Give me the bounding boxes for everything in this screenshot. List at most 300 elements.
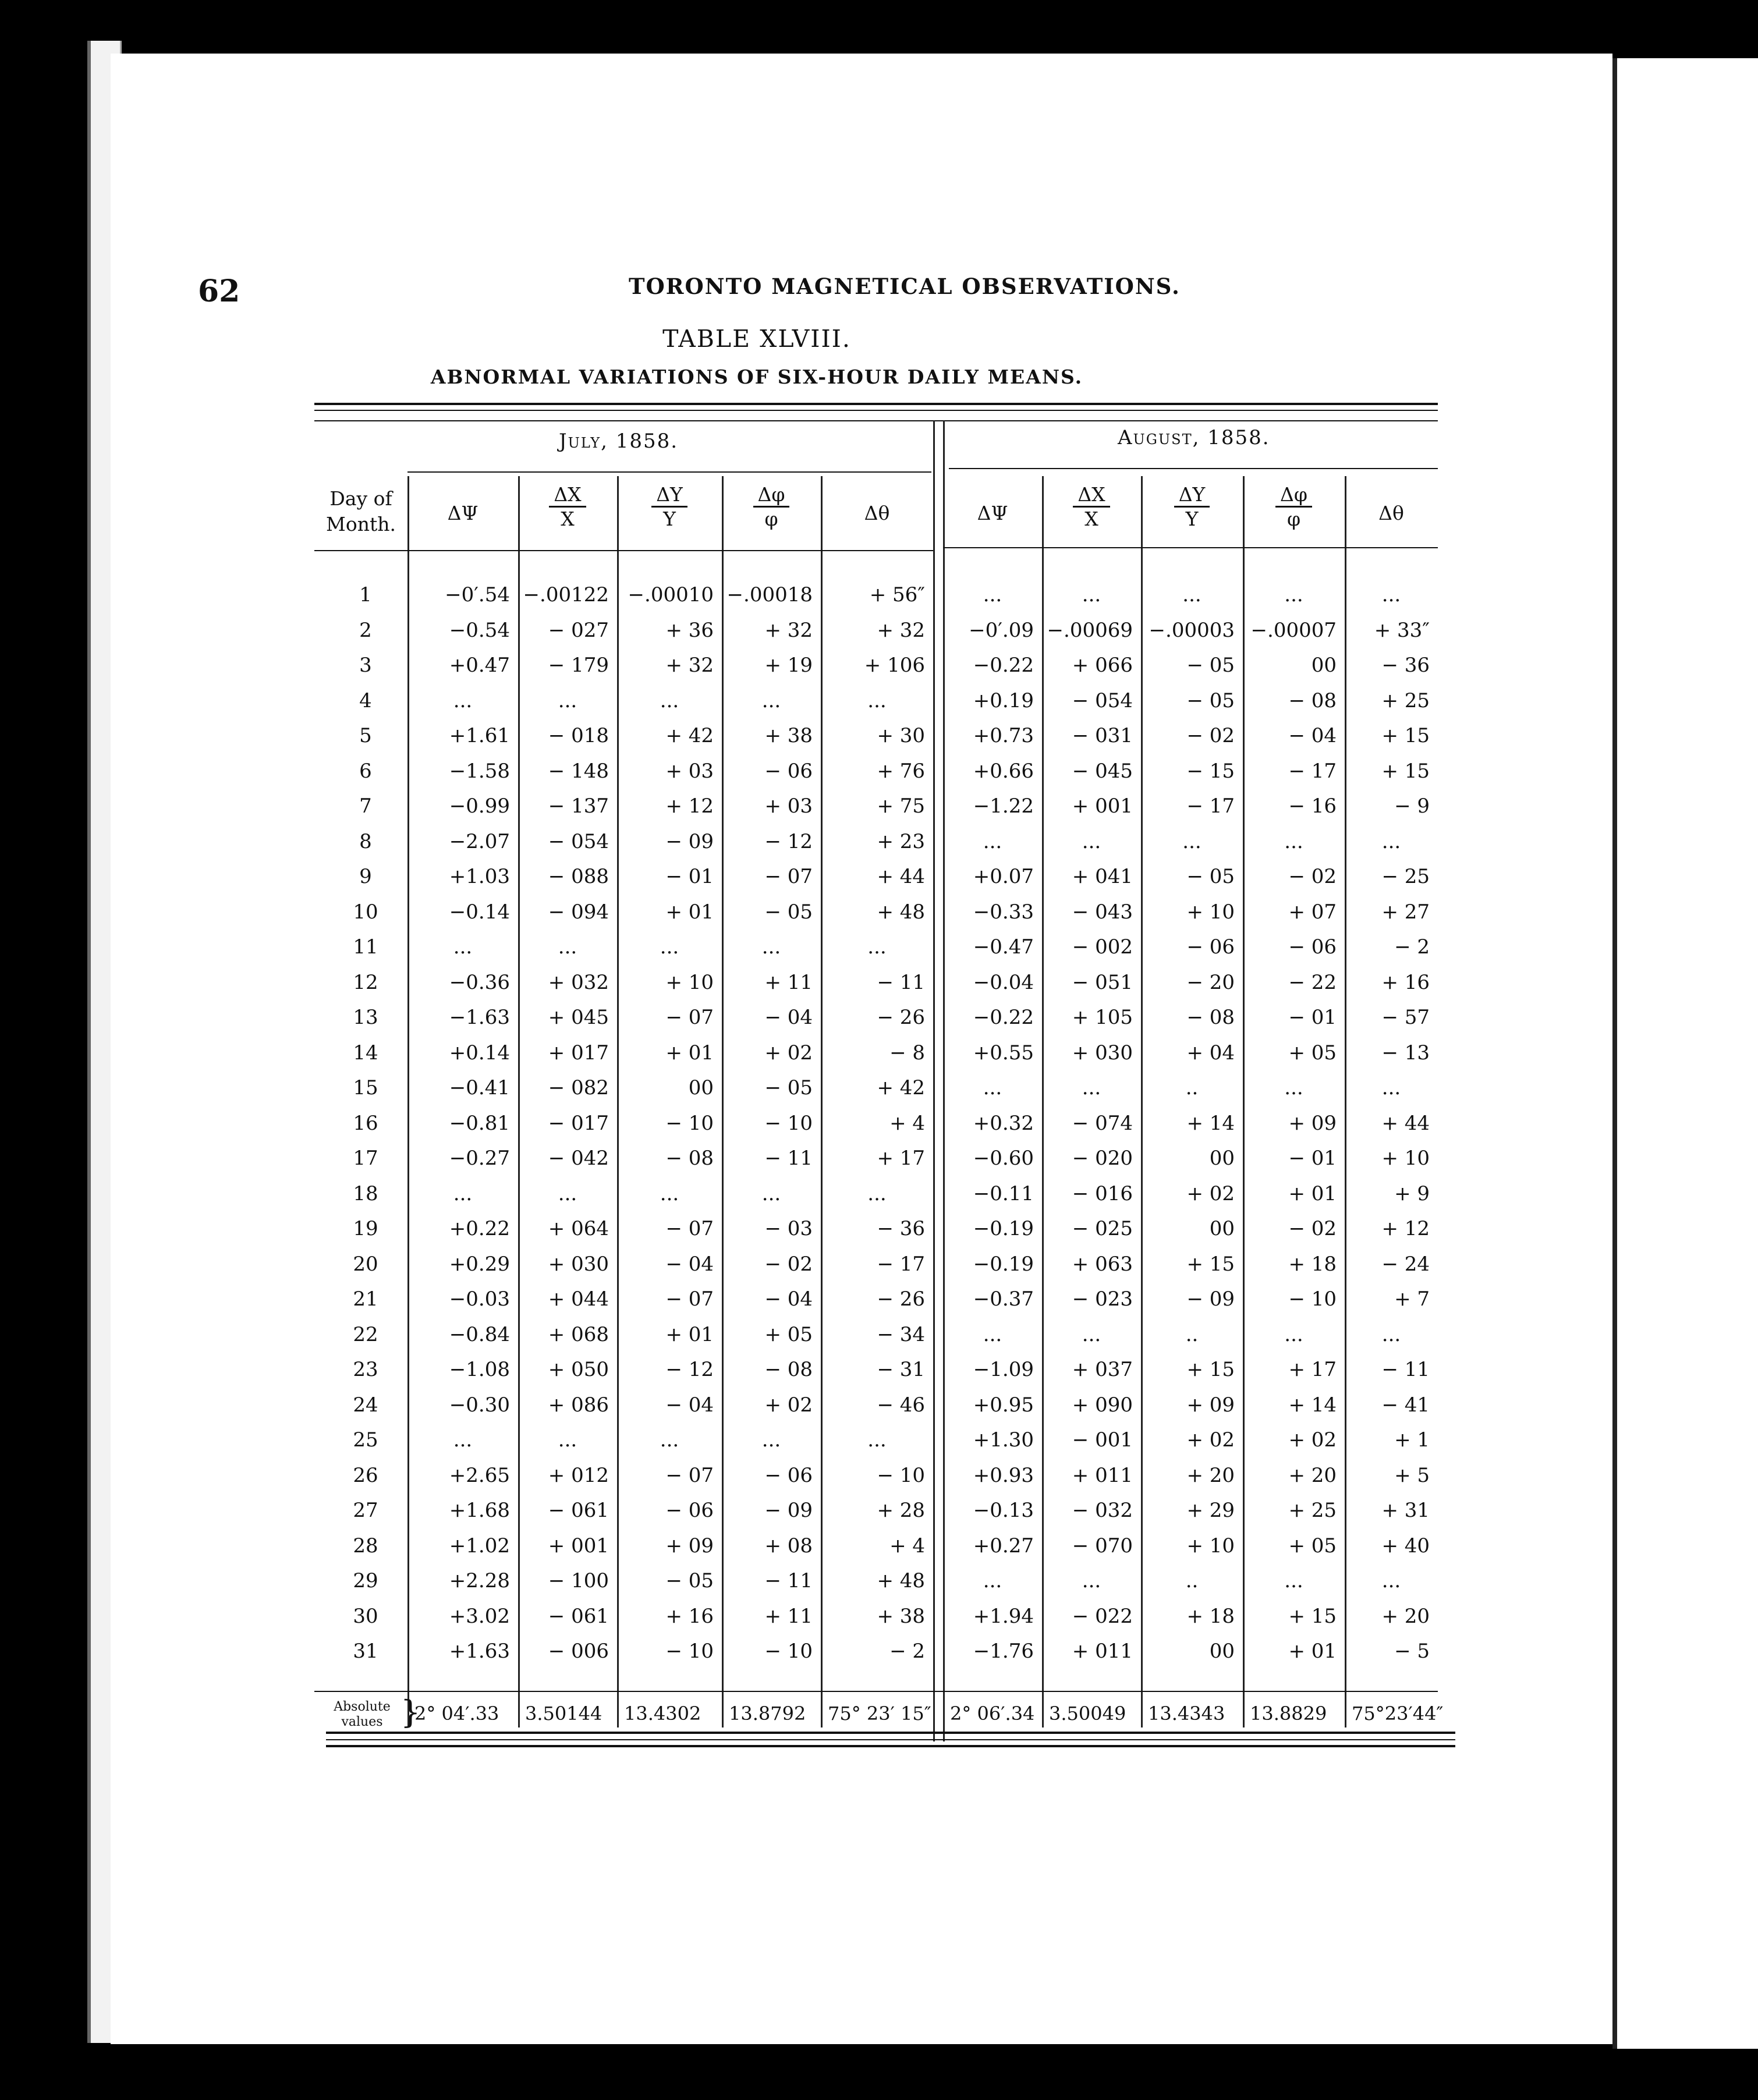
final-rule-3 <box>326 1745 1455 1747</box>
july-cell-r21-c2: + 044 <box>548 1287 609 1311</box>
july-cell-r16-c3: − 10 <box>665 1112 714 1135</box>
july-cell-r26-c5: − 10 <box>877 1464 925 1487</box>
august-cell-r4-c2: − 054 <box>1072 689 1133 712</box>
july-cell-r8-c5: + 23 <box>877 830 925 853</box>
august-cell-r13-c2: + 105 <box>1072 1006 1133 1029</box>
july-cell-r25-c2: ... <box>558 1428 577 1452</box>
july-cell-r29-c1: +2.28 <box>449 1569 510 1592</box>
august-cell-r8-c3: ... <box>1182 830 1201 853</box>
august-cell-r3-c1: −0.22 <box>973 654 1034 677</box>
july-cell-r20-c4: − 02 <box>764 1253 813 1276</box>
july-cell-r4-c4: ... <box>761 689 781 712</box>
july-header-dphi <box>722 483 821 530</box>
august-cell-r24-c4: + 14 <box>1288 1393 1337 1417</box>
august-cell-r3-c2: + 066 <box>1072 654 1133 677</box>
july-cell-r13-c3: − 07 <box>665 1006 714 1029</box>
august-cell-r30-c3: + 18 <box>1186 1605 1235 1628</box>
august-cell-r10-c2: − 043 <box>1072 900 1133 924</box>
day-number: 7 <box>359 794 372 818</box>
august-cell-r25-c3: + 02 <box>1186 1428 1235 1452</box>
july-cell-r18-c4: ... <box>761 1182 781 1205</box>
july-absolute-1: 2° 04′.33 <box>414 1702 499 1725</box>
july-cell-r27-c2: − 061 <box>548 1499 609 1522</box>
august-cell-r18-c1: −0.11 <box>973 1182 1034 1205</box>
july-cell-r24-c4: + 02 <box>764 1393 813 1417</box>
august-cell-r15-c5: ... <box>1381 1076 1401 1099</box>
july-cell-r2-c4: + 32 <box>764 619 813 642</box>
august-cell-r31-c2: + 011 <box>1072 1640 1133 1663</box>
august-cell-r8-c4: ... <box>1284 830 1303 853</box>
july-cell-r11-c4: ... <box>761 935 781 959</box>
august-cell-r20-c1: −0.19 <box>973 1253 1034 1276</box>
july-absolute-3: 13.4302 <box>624 1702 701 1725</box>
august-cell-r18-c3: + 02 <box>1186 1182 1235 1205</box>
august-cell-r1-c3: ... <box>1182 583 1201 606</box>
july-cell-r31-c1: +1.63 <box>449 1640 510 1663</box>
july-cell-r30-c3: + 16 <box>665 1605 714 1628</box>
day-number: 3 <box>359 654 372 677</box>
july-cell-r2-c5: + 32 <box>877 619 925 642</box>
july-cell-r16-c5: + 4 <box>889 1112 925 1135</box>
july-cell-r31-c3: − 10 <box>665 1640 714 1663</box>
july-cell-r27-c4: − 09 <box>764 1499 813 1522</box>
august-cell-r31-c5: − 5 <box>1394 1640 1430 1663</box>
july-cell-r2-c1: −0.54 <box>449 619 510 642</box>
july-cell-r20-c3: − 04 <box>665 1253 714 1276</box>
august-cell-r7-c2: + 001 <box>1072 794 1133 818</box>
july-cell-r7-c1: −0.99 <box>449 794 510 818</box>
final-rule-1 <box>326 1732 1455 1734</box>
july-cell-r19-c5: − 36 <box>877 1217 925 1240</box>
july-cell-r30-c2: − 061 <box>548 1605 609 1628</box>
august-cell-r26-c1: +0.93 <box>973 1464 1034 1487</box>
day-number: 4 <box>359 689 372 712</box>
brace: } <box>400 1694 421 1730</box>
august-cell-r6-c1: +0.66 <box>973 760 1034 783</box>
july-cell-r7-c2: − 137 <box>548 794 609 818</box>
august-cell-r20-c4: + 18 <box>1288 1253 1337 1276</box>
day-number: 1 <box>359 583 372 606</box>
month-july: July, 1858. <box>559 430 679 453</box>
fraction-numerator: Δφ <box>1275 483 1312 508</box>
july-cell-r4-c2: ... <box>558 689 577 712</box>
header-rule-august <box>943 547 1438 548</box>
july-absolute-5: 75° 23′ 15″ <box>828 1702 931 1725</box>
august-cell-r24-c1: +0.95 <box>973 1393 1034 1417</box>
july-cell-r5-c5: + 30 <box>877 724 925 747</box>
july-cell-r1-c5: + 56″ <box>869 583 925 606</box>
august-absolute-2: 3.50049 <box>1049 1702 1126 1725</box>
august-cell-r28-c2: − 070 <box>1072 1534 1133 1558</box>
final-rule-2 <box>326 1739 1455 1740</box>
july-cell-r7-c3: + 12 <box>665 794 714 818</box>
august-cell-r21-c3: − 09 <box>1186 1287 1235 1311</box>
july-cell-r26-c3: − 07 <box>665 1464 714 1487</box>
august-cell-r3-c3: − 05 <box>1186 654 1235 677</box>
august-absolute-1: 2° 06′.34 <box>950 1702 1035 1725</box>
august-cell-r25-c1: +1.30 <box>973 1428 1034 1452</box>
august-cell-r14-c4: + 05 <box>1288 1041 1337 1065</box>
july-cell-r22-c5: − 34 <box>877 1323 925 1346</box>
july-cell-r9-c4: − 07 <box>764 865 813 888</box>
august-cell-r18-c2: − 016 <box>1072 1182 1133 1205</box>
day-number: 27 <box>353 1499 378 1522</box>
facing-page-edge <box>1612 58 1758 2049</box>
july-cell-r22-c2: + 068 <box>548 1323 609 1346</box>
august-cell-r9-c1: +0.07 <box>973 865 1034 888</box>
august-cell-r29-c2: ... <box>1082 1569 1101 1592</box>
july-cell-r3-c1: +0.47 <box>449 654 510 677</box>
august-cell-r14-c5: − 13 <box>1381 1041 1430 1065</box>
august-cell-r10-c1: −0.33 <box>973 900 1034 924</box>
august-cell-r2-c2: −.00069 <box>1047 619 1133 642</box>
july-cell-r20-c1: +0.29 <box>449 1253 510 1276</box>
august-cell-r8-c5: ... <box>1381 830 1401 853</box>
august-cell-r19-c3: 00 <box>1209 1217 1235 1240</box>
day-number: 14 <box>353 1041 378 1065</box>
month-rule-july <box>407 471 931 473</box>
august-cell-r16-c3: + 14 <box>1186 1112 1235 1135</box>
august-cell-r30-c2: − 022 <box>1072 1605 1133 1628</box>
august-cell-r30-c5: + 20 <box>1381 1605 1430 1628</box>
july-cell-r8-c3: − 09 <box>665 830 714 853</box>
july-cell-r23-c4: − 08 <box>764 1358 813 1381</box>
august-cell-r7-c5: − 9 <box>1394 794 1430 818</box>
august-cell-r12-c1: −0.04 <box>973 971 1034 994</box>
july-cell-r13-c1: −1.63 <box>449 1006 510 1029</box>
july-cell-r1-c1: −0′.54 <box>445 583 510 606</box>
august-cell-r21-c4: − 10 <box>1288 1287 1337 1311</box>
august-cell-r11-c4: − 06 <box>1288 935 1337 959</box>
july-cell-r20-c2: + 030 <box>548 1253 609 1276</box>
absolute-values-label: Absolute values <box>334 1700 391 1729</box>
august-cell-r28-c5: + 40 <box>1381 1534 1430 1558</box>
august-cell-r27-c2: − 032 <box>1072 1499 1133 1522</box>
august-header-dx <box>1042 483 1141 530</box>
july-cell-r6-c2: − 148 <box>548 760 609 783</box>
july-cell-r17-c3: − 08 <box>665 1147 714 1170</box>
top-rule-1 <box>314 403 1438 405</box>
july-cell-r27-c1: +1.68 <box>449 1499 510 1522</box>
august-cell-r5-c1: +0.73 <box>973 724 1034 747</box>
august-cell-r1-c1: ... <box>983 583 1002 606</box>
fraction-denominator: X <box>561 508 575 530</box>
august-cell-r26-c4: + 20 <box>1288 1464 1337 1487</box>
day-number: 29 <box>353 1569 378 1592</box>
july-cell-r24-c2: + 086 <box>548 1393 609 1417</box>
july-cell-r1-c4: −.00018 <box>726 583 813 606</box>
august-cell-r22-c5: ... <box>1381 1323 1401 1346</box>
july-cell-r18-c3: ... <box>660 1182 679 1205</box>
july-cell-r28-c2: + 001 <box>548 1534 609 1558</box>
july-cell-r28-c1: +1.02 <box>449 1534 510 1558</box>
august-cell-r6-c5: + 15 <box>1381 760 1430 783</box>
july-cell-r21-c4: − 04 <box>764 1287 813 1311</box>
july-cell-r3-c2: − 179 <box>548 654 609 677</box>
july-cell-r2-c3: + 36 <box>665 619 714 642</box>
july-cell-r4-c5: ... <box>867 689 887 712</box>
day-number: 9 <box>359 865 372 888</box>
fraction-numerator: ΔY <box>651 483 687 508</box>
july-cell-r1-c3: −.00010 <box>628 583 714 606</box>
col-header-day: Day of Month. <box>326 487 396 535</box>
july-cell-r27-c5: + 28 <box>877 1499 925 1522</box>
august-header-dy <box>1141 483 1243 530</box>
july-cell-r31-c2: − 006 <box>548 1640 609 1663</box>
july-cell-r31-c4: − 10 <box>764 1640 813 1663</box>
august-cell-r23-c3: + 15 <box>1186 1358 1235 1381</box>
july-cell-r7-c4: + 03 <box>764 794 813 818</box>
august-cell-r6-c4: − 17 <box>1288 760 1337 783</box>
august-cell-r5-c5: + 15 <box>1381 724 1430 747</box>
august-cell-r29-c4: ... <box>1284 1569 1303 1592</box>
august-cell-r5-c4: − 04 <box>1288 724 1337 747</box>
july-cell-r5-c3: + 42 <box>665 724 714 747</box>
day-number: 19 <box>353 1217 378 1240</box>
august-cell-r11-c2: − 002 <box>1072 935 1133 959</box>
day-number: 13 <box>353 1006 378 1029</box>
july-cell-r30-c1: +3.02 <box>449 1605 510 1628</box>
august-cell-r2-c5: + 33″ <box>1374 619 1430 642</box>
august-cell-r9-c4: − 02 <box>1288 865 1337 888</box>
july-cell-r29-c2: − 100 <box>548 1569 609 1592</box>
august-absolute-4: 13.8829 <box>1250 1702 1327 1725</box>
august-cell-r19-c2: − 025 <box>1072 1217 1133 1240</box>
august-cell-r10-c4: + 07 <box>1288 900 1337 924</box>
july-cell-r15-c4: − 05 <box>764 1076 813 1099</box>
august-cell-r9-c5: − 25 <box>1381 865 1430 888</box>
day-number: 10 <box>353 900 378 924</box>
july-cell-r11-c2: ... <box>558 935 577 959</box>
august-cell-r14-c1: +0.55 <box>973 1041 1034 1065</box>
august-cell-r26-c5: + 5 <box>1394 1464 1430 1487</box>
july-cell-r12-c5: − 11 <box>877 971 925 994</box>
august-cell-r13-c5: − 57 <box>1381 1006 1430 1029</box>
august-cell-r22-c4: ... <box>1284 1323 1303 1346</box>
august-cell-r9-c3: − 05 <box>1186 865 1235 888</box>
august-cell-r6-c2: − 045 <box>1072 760 1133 783</box>
fraction-denominator: Y <box>663 508 676 530</box>
july-cell-r26-c1: +2.65 <box>449 1464 510 1487</box>
july-cell-r18-c1: ... <box>453 1182 473 1205</box>
day-number: 20 <box>353 1253 378 1276</box>
fraction-denominator: φ <box>1286 508 1301 530</box>
day-number: 30 <box>353 1605 378 1628</box>
august-cell-r16-c5: + 44 <box>1381 1112 1430 1135</box>
august-cell-r16-c1: +0.32 <box>973 1112 1034 1135</box>
july-cell-r23-c1: −1.08 <box>449 1358 510 1381</box>
july-cell-r13-c5: − 26 <box>877 1006 925 1029</box>
july-cell-r23-c5: − 31 <box>877 1358 925 1381</box>
july-cell-r17-c5: + 17 <box>877 1147 925 1170</box>
july-cell-r13-c2: + 045 <box>548 1006 609 1029</box>
day-number: 25 <box>353 1428 378 1452</box>
august-cell-r31-c4: + 01 <box>1288 1640 1337 1663</box>
august-cell-r29-c5: ... <box>1381 1569 1401 1592</box>
july-cell-r24-c1: −0.30 <box>449 1393 510 1417</box>
july-cell-r28-c4: + 08 <box>764 1534 813 1558</box>
july-header-dtheta: Δθ <box>864 502 890 524</box>
day-number: 12 <box>353 971 378 994</box>
august-cell-r24-c2: + 090 <box>1072 1393 1133 1417</box>
july-cell-r19-c3: − 07 <box>665 1217 714 1240</box>
july-cell-r11-c1: ... <box>453 935 473 959</box>
august-cell-r22-c2: ... <box>1082 1323 1101 1346</box>
table-subtitle: ABNORMAL VARIATIONS OF SIX-HOUR DAILY MEANS. <box>430 366 1083 388</box>
july-cell-r16-c1: −0.81 <box>449 1112 510 1135</box>
july-cell-r3-c5: + 106 <box>864 654 925 677</box>
august-cell-r27-c3: + 29 <box>1186 1499 1235 1522</box>
july-cell-r15-c3: 00 <box>688 1076 714 1099</box>
august-cell-r29-c3: .. <box>1185 1569 1199 1592</box>
august-cell-r8-c2: ... <box>1082 830 1101 853</box>
july-cell-r29-c4: − 11 <box>764 1569 813 1592</box>
july-cell-r15-c5: + 42 <box>877 1076 925 1099</box>
july-cell-r11-c3: ... <box>660 935 679 959</box>
august-cell-r23-c1: −1.09 <box>973 1358 1034 1381</box>
july-cell-r26-c2: + 012 <box>548 1464 609 1487</box>
july-cell-r3-c3: + 32 <box>665 654 714 677</box>
august-cell-r15-c3: .. <box>1185 1076 1199 1099</box>
august-cell-r19-c1: −0.19 <box>973 1217 1034 1240</box>
top-rule-3 <box>314 420 1438 421</box>
august-cell-r23-c5: − 11 <box>1381 1358 1430 1381</box>
day-number: 11 <box>353 935 378 959</box>
july-cell-r22-c1: −0.84 <box>449 1323 510 1346</box>
july-cell-r4-c1: ... <box>453 689 473 712</box>
july-cell-r12-c4: + 11 <box>764 971 813 994</box>
day-number: 17 <box>353 1147 378 1170</box>
august-cell-r31-c3: 00 <box>1209 1640 1235 1663</box>
august-cell-r23-c2: + 037 <box>1072 1358 1133 1381</box>
july-cell-r8-c2: − 054 <box>548 830 609 853</box>
august-cell-r27-c5: + 31 <box>1381 1499 1430 1522</box>
august-cell-r20-c3: + 15 <box>1186 1253 1235 1276</box>
july-cell-r26-c4: − 06 <box>764 1464 813 1487</box>
july-header-dx <box>518 483 617 530</box>
august-cell-r24-c5: − 41 <box>1381 1393 1430 1417</box>
day-number: 24 <box>353 1393 378 1417</box>
july-cell-r14-c4: + 02 <box>764 1041 813 1065</box>
august-cell-r10-c3: + 10 <box>1186 900 1235 924</box>
july-cell-r5-c4: + 38 <box>764 724 813 747</box>
august-cell-r1-c4: ... <box>1284 583 1303 606</box>
august-cell-r8-c1: ... <box>983 830 1002 853</box>
august-cell-r23-c4: + 17 <box>1288 1358 1337 1381</box>
august-cell-r19-c4: − 02 <box>1288 1217 1337 1240</box>
august-cell-r15-c4: ... <box>1284 1076 1303 1099</box>
july-cell-r9-c2: − 088 <box>548 865 609 888</box>
august-cell-r30-c4: + 15 <box>1288 1605 1337 1628</box>
header-rule-july <box>314 550 933 551</box>
august-cell-r28-c3: + 10 <box>1186 1534 1235 1558</box>
july-cell-r3-c4: + 19 <box>764 654 813 677</box>
july-cell-r24-c5: − 46 <box>877 1393 925 1417</box>
august-cell-r21-c1: −0.37 <box>973 1287 1034 1311</box>
july-cell-r17-c2: − 042 <box>548 1147 609 1170</box>
july-cell-r10-c3: + 01 <box>665 900 714 924</box>
july-cell-r28-c3: + 09 <box>665 1534 714 1558</box>
center-divider-1 <box>933 420 935 1741</box>
july-cell-r19-c4: − 03 <box>764 1217 813 1240</box>
fraction-numerator: Δφ <box>753 483 790 508</box>
august-header-dtheta: Δθ <box>1378 502 1404 524</box>
july-cell-r6-c1: −1.58 <box>449 760 510 783</box>
july-cell-r17-c4: − 11 <box>764 1147 813 1170</box>
august-cell-r21-c5: + 7 <box>1394 1287 1430 1311</box>
july-cell-r29-c3: − 05 <box>665 1569 714 1592</box>
july-cell-r12-c3: + 10 <box>665 971 714 994</box>
july-header-dy <box>617 483 722 530</box>
july-cell-r9-c5: + 44 <box>877 865 925 888</box>
july-cell-r13-c4: − 04 <box>764 1006 813 1029</box>
august-cell-r14-c3: + 04 <box>1186 1041 1235 1065</box>
july-cell-r14-c2: + 017 <box>548 1041 609 1065</box>
august-cell-r20-c2: + 063 <box>1072 1253 1133 1276</box>
july-cell-r23-c2: + 050 <box>548 1358 609 1381</box>
july-cell-r29-c5: + 48 <box>877 1569 925 1592</box>
day-number: 31 <box>353 1640 378 1663</box>
july-cell-r30-c5: + 38 <box>877 1605 925 1628</box>
july-cell-r12-c1: −0.36 <box>449 971 510 994</box>
july-cell-r14-c1: +0.14 <box>449 1041 510 1065</box>
august-absolute-3: 13.4343 <box>1148 1702 1225 1725</box>
august-cell-r22-c3: .. <box>1185 1323 1199 1346</box>
august-cell-r13-c1: −0.22 <box>973 1006 1034 1029</box>
july-cell-r22-c4: + 05 <box>764 1323 813 1346</box>
august-cell-r21-c2: − 023 <box>1072 1287 1133 1311</box>
july-cell-r15-c2: − 082 <box>548 1076 609 1099</box>
august-cell-r13-c4: − 01 <box>1288 1006 1337 1029</box>
july-cell-r6-c5: + 76 <box>877 760 925 783</box>
august-cell-r17-c5: + 10 <box>1381 1147 1430 1170</box>
july-cell-r23-c3: − 12 <box>665 1358 714 1381</box>
july-cell-r25-c4: ... <box>761 1428 781 1452</box>
fraction-numerator: ΔX <box>1073 483 1110 508</box>
august-cell-r17-c1: −0.60 <box>973 1147 1034 1170</box>
july-cell-r31-c5: − 2 <box>889 1640 925 1663</box>
july-cell-r10-c1: −0.14 <box>449 900 510 924</box>
august-cell-r9-c2: + 041 <box>1072 865 1133 888</box>
july-cell-r2-c2: − 027 <box>548 619 609 642</box>
day-number: 22 <box>353 1323 378 1346</box>
august-cell-r2-c1: −0′.09 <box>969 619 1034 642</box>
page-number: 62 <box>198 274 240 309</box>
fraction-denominator: Y <box>1185 508 1199 530</box>
july-cell-r4-c3: ... <box>660 689 679 712</box>
july-cell-r18-c5: ... <box>867 1182 887 1205</box>
july-cell-r10-c2: − 094 <box>548 900 609 924</box>
august-cell-r2-c3: −.00003 <box>1149 619 1235 642</box>
august-cell-r18-c5: + 9 <box>1394 1182 1430 1205</box>
august-cell-r27-c4: + 25 <box>1288 1499 1337 1522</box>
july-cell-r5-c2: − 018 <box>548 724 609 747</box>
august-cell-r16-c4: + 09 <box>1288 1112 1337 1135</box>
august-cell-r30-c1: +1.94 <box>973 1605 1034 1628</box>
august-cell-r22-c1: ... <box>983 1323 1002 1346</box>
july-cell-r6-c4: − 06 <box>764 760 813 783</box>
august-cell-r11-c3: − 06 <box>1186 935 1235 959</box>
august-cell-r4-c5: + 25 <box>1381 689 1430 712</box>
august-cell-r3-c4: 00 <box>1311 654 1337 677</box>
july-cell-r7-c5: + 75 <box>877 794 925 818</box>
august-cell-r17-c3: 00 <box>1209 1147 1235 1170</box>
july-cell-r25-c3: ... <box>660 1428 679 1452</box>
day-number: 5 <box>359 724 372 747</box>
july-absolute-2: 3.50144 <box>525 1702 602 1725</box>
august-cell-r4-c1: +0.19 <box>973 689 1034 712</box>
table-title: TABLE XLVIII. <box>662 325 851 353</box>
